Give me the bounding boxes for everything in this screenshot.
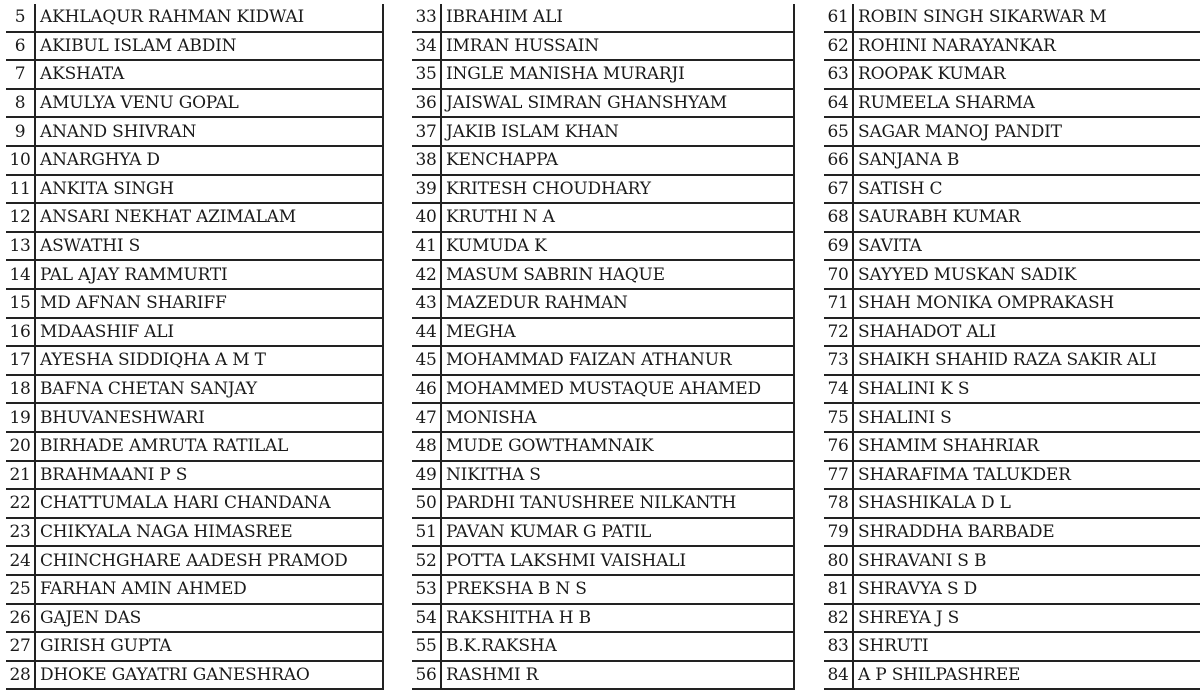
student-name: BRAHMAANI P S	[36, 462, 384, 489]
serial-number: 27	[6, 633, 36, 660]
table-row	[824, 4, 1200, 33]
serial-number: 20	[6, 433, 36, 460]
student-name: SHRAVANI S B	[858, 550, 987, 571]
serial-number: 46	[412, 376, 442, 403]
table-row	[6, 176, 384, 205]
student-name: MDAASHIF ALI	[36, 319, 384, 346]
serial-number: 18	[6, 376, 36, 403]
student-name: SHARAFIMA TALUKDER	[858, 464, 1071, 485]
table-row	[412, 118, 795, 147]
student-name: SAVITA	[858, 236, 922, 257]
student-name: BHUVANESHWARI	[36, 404, 384, 431]
table-row	[824, 118, 1200, 147]
serial-number: 44	[412, 319, 442, 346]
student-name: AKSHATA	[36, 61, 384, 88]
student-name: SHAH MONIKA OMPRAKASH	[858, 293, 1115, 314]
serial-number: 37	[412, 118, 442, 145]
serial-number: 25	[6, 576, 36, 603]
serial-number: 5	[6, 4, 36, 31]
student-name: ANARGHYA D	[36, 147, 384, 174]
table-row	[412, 404, 795, 433]
table-row	[6, 147, 384, 176]
student-name: MOHAMMED MUSTAQUE AHAMED	[442, 376, 795, 403]
table-row	[6, 490, 384, 519]
student-name: KRITESH CHOUDHARY	[442, 176, 795, 203]
serial-number: 84	[824, 662, 854, 689]
serial-number: 22	[6, 490, 36, 517]
table-row	[412, 490, 795, 519]
table-row	[824, 519, 1200, 548]
table-row	[824, 33, 1200, 62]
table-row	[824, 204, 1200, 233]
serial-number: 51	[412, 519, 442, 546]
list-column-3	[824, 0, 1200, 700]
serial-number: 24	[6, 547, 36, 574]
serial-number: 50	[412, 490, 442, 517]
table-row	[412, 90, 795, 119]
table-row	[824, 90, 1200, 119]
serial-number: 13	[6, 233, 36, 260]
list-column-1	[6, 0, 384, 700]
serial-number: 19	[6, 404, 36, 431]
serial-number: 55	[412, 633, 442, 660]
table-row	[6, 404, 384, 433]
serial-number: 61	[824, 4, 854, 31]
table-row	[412, 605, 795, 634]
student-name: SAGAR MANOJ PANDIT	[858, 121, 1062, 142]
serial-number: 49	[412, 462, 442, 489]
student-name: RAKSHITHA H B	[442, 605, 795, 632]
table-row	[412, 204, 795, 233]
table-row	[412, 4, 795, 33]
student-name: MUDE GOWTHAMNAIK	[442, 433, 795, 460]
student-name: MAZEDUR RAHMAN	[442, 290, 795, 317]
student-name: DHOKE GAYATRI GANESHRAO	[36, 662, 384, 689]
student-name: ROHINI NARAYANKAR	[858, 35, 1056, 56]
serial-number: 38	[412, 147, 442, 174]
table-row	[824, 61, 1200, 90]
serial-number: 70	[824, 261, 854, 288]
serial-number: 72	[824, 319, 854, 346]
student-name: ROOPAK KUMAR	[858, 64, 1006, 85]
serial-number: 33	[412, 4, 442, 31]
serial-number: 53	[412, 576, 442, 603]
serial-number: 35	[412, 61, 442, 88]
table-row	[6, 519, 384, 548]
serial-number: 63	[824, 61, 854, 88]
table-row	[824, 233, 1200, 262]
student-name: CHIKYALA NAGA HIMASREE	[36, 519, 384, 546]
serial-number: 83	[824, 633, 854, 660]
serial-number: 77	[824, 462, 854, 489]
student-name: ASWATHI S	[36, 233, 384, 260]
table-row	[824, 376, 1200, 405]
serial-number: 28	[6, 662, 36, 689]
student-name: SHALINI K S	[858, 379, 970, 400]
serial-number: 36	[412, 90, 442, 117]
student-name: JAKIB ISLAM KHAN	[442, 118, 795, 145]
serial-number: 56	[412, 662, 442, 689]
student-name: MONISHA	[442, 404, 795, 431]
student-name: CHINCHGHARE AADESH PRAMOD	[36, 547, 384, 574]
table-row	[412, 547, 795, 576]
student-name: A P SHILPASHREE	[858, 665, 1021, 686]
student-name: SHAHADOT ALI	[858, 321, 997, 342]
table-row	[6, 90, 384, 119]
student-name: KRUTHI N A	[442, 204, 795, 231]
serial-number: 40	[412, 204, 442, 231]
serial-number: 12	[6, 204, 36, 231]
serial-number: 65	[824, 118, 854, 145]
student-name: MOHAMMAD FAIZAN ATHANUR	[442, 347, 795, 374]
student-name: PREKSHA B N S	[442, 576, 795, 603]
table-row	[412, 233, 795, 262]
serial-number: 76	[824, 433, 854, 460]
student-name: BIRHADE AMRUTA RATILAL	[36, 433, 384, 460]
table-row	[412, 462, 795, 491]
student-name: NIKITHA S	[442, 462, 795, 489]
table-row	[6, 61, 384, 90]
student-name: ANAND SHIVRAN	[36, 118, 384, 145]
student-name: AYESHA SIDDIQHA A M T	[36, 347, 384, 374]
student-name: SHAIKH SHAHID RAZA SAKIR ALI	[858, 350, 1157, 371]
table-row	[412, 519, 795, 548]
student-name: RASHMI R	[442, 662, 795, 689]
table-row	[6, 433, 384, 462]
student-name: SHALINI S	[858, 407, 952, 428]
serial-number: 43	[412, 290, 442, 317]
student-name: ANSARI NEKHAT AZIMALAM	[36, 204, 384, 231]
table-row	[6, 376, 384, 405]
serial-number: 34	[412, 33, 442, 60]
serial-number: 54	[412, 605, 442, 632]
table-row	[6, 462, 384, 491]
student-name: SAURABH KUMAR	[858, 207, 1021, 228]
table-row	[6, 633, 384, 662]
table-row	[6, 662, 384, 691]
table-row	[412, 633, 795, 662]
student-name: AKHLAQUR RAHMAN KIDWAI	[36, 4, 384, 31]
serial-number: 78	[824, 490, 854, 517]
student-name: AKIBUL ISLAM ABDIN	[36, 33, 384, 60]
serial-number: 64	[824, 90, 854, 117]
serial-number: 9	[6, 118, 36, 145]
table-row	[6, 547, 384, 576]
table-row	[824, 176, 1200, 205]
serial-number: 45	[412, 347, 442, 374]
student-name: SHASHIKALA D L	[858, 493, 1011, 514]
student-name: PARDHI TANUSHREE NILKANTH	[442, 490, 795, 517]
table-row	[412, 347, 795, 376]
table-row	[412, 61, 795, 90]
table-row	[824, 347, 1200, 376]
table-row	[824, 605, 1200, 634]
table-row	[824, 576, 1200, 605]
table-row	[6, 33, 384, 62]
serial-number: 82	[824, 605, 854, 632]
serial-number: 6	[6, 33, 36, 60]
student-name: GIRISH GUPTA	[36, 633, 384, 660]
student-name: ROBIN SINGH SIKARWAR M	[858, 7, 1107, 28]
table-row	[824, 633, 1200, 662]
table-row	[6, 204, 384, 233]
serial-number: 68	[824, 204, 854, 231]
table-row	[824, 662, 1200, 691]
student-name: MD AFNAN SHARIFF	[36, 290, 384, 317]
table-row	[6, 118, 384, 147]
student-name: PAL AJAY RAMMURTI	[36, 261, 384, 288]
serial-number: 41	[412, 233, 442, 260]
serial-number: 81	[824, 576, 854, 603]
table-row	[6, 233, 384, 262]
student-name: FARHAN AMIN AHMED	[36, 576, 384, 603]
table-row	[412, 576, 795, 605]
serial-number: 71	[824, 290, 854, 317]
student-name: KUMUDA K	[442, 233, 795, 260]
table-row	[6, 319, 384, 348]
table-row	[824, 261, 1200, 290]
table-row	[412, 433, 795, 462]
table-row	[412, 261, 795, 290]
student-name: MASUM SABRIN HAQUE	[442, 261, 795, 288]
serial-number: 10	[6, 147, 36, 174]
student-name: CHATTUMALA HARI CHANDANA	[36, 490, 384, 517]
table-row	[824, 490, 1200, 519]
student-name: SATISH C	[858, 178, 943, 199]
serial-number: 48	[412, 433, 442, 460]
serial-number: 26	[6, 605, 36, 632]
serial-number: 23	[6, 519, 36, 546]
student-name: SHREYA J S	[858, 607, 960, 628]
table-row	[412, 662, 795, 691]
student-name: SHRADDHA BARBADE	[858, 522, 1055, 543]
table-row	[412, 376, 795, 405]
table-row	[412, 319, 795, 348]
student-name: GAJEN DAS	[36, 605, 384, 632]
student-name: PAVAN KUMAR G PATIL	[442, 519, 795, 546]
table-row	[6, 290, 384, 319]
serial-number: 11	[6, 176, 36, 203]
student-name: SHRUTI	[858, 636, 929, 657]
serial-number: 21	[6, 462, 36, 489]
student-name: SHRAVYA S D	[858, 579, 978, 600]
serial-number: 80	[824, 547, 854, 574]
serial-number: 14	[6, 261, 36, 288]
serial-number: 67	[824, 176, 854, 203]
table-row	[6, 347, 384, 376]
table-row	[6, 605, 384, 634]
table-row	[412, 33, 795, 62]
table-row	[824, 404, 1200, 433]
serial-number: 17	[6, 347, 36, 374]
serial-number: 39	[412, 176, 442, 203]
student-name: POTTA LAKSHMI VAISHALI	[442, 547, 795, 574]
serial-number: 79	[824, 519, 854, 546]
serial-number: 8	[6, 90, 36, 117]
student-name: INGLE MANISHA MURARJI	[442, 61, 795, 88]
student-name: AMULYA VENU GOPAL	[36, 90, 384, 117]
student-name: SANJANA B	[858, 150, 960, 171]
serial-number: 74	[824, 376, 854, 403]
table-row	[824, 319, 1200, 348]
table-row	[412, 290, 795, 319]
student-name: IMRAN HUSSAIN	[442, 33, 795, 60]
table-row	[824, 290, 1200, 319]
student-name: SHAMIM SHAHRIAR	[858, 436, 1039, 457]
student-name: IBRAHIM ALI	[442, 4, 795, 31]
table-row	[412, 147, 795, 176]
serial-number: 69	[824, 233, 854, 260]
student-name: B.K.RAKSHA	[442, 633, 795, 660]
serial-number: 15	[6, 290, 36, 317]
serial-number: 62	[824, 33, 854, 60]
serial-number: 66	[824, 147, 854, 174]
table-row	[824, 462, 1200, 491]
student-name: MEGHA	[442, 319, 795, 346]
serial-number: 7	[6, 61, 36, 88]
serial-number: 75	[824, 404, 854, 431]
student-name: SAYYED MUSKAN SADIK	[858, 264, 1077, 285]
table-row	[824, 547, 1200, 576]
student-name: BAFNA CHETAN SANJAY	[36, 376, 384, 403]
serial-number: 47	[412, 404, 442, 431]
serial-number: 73	[824, 347, 854, 374]
table-row	[6, 261, 384, 290]
student-name: ANKITA SINGH	[36, 176, 384, 203]
table-row	[824, 147, 1200, 176]
table-row	[6, 576, 384, 605]
serial-number: 16	[6, 319, 36, 346]
serial-number: 52	[412, 547, 442, 574]
student-name: RUMEELA SHARMA	[858, 93, 1035, 114]
list-column-2	[412, 0, 795, 700]
student-name: JAISWAL SIMRAN GHANSHYAM	[442, 90, 795, 117]
table-row	[412, 176, 795, 205]
student-name: KENCHAPPA	[442, 147, 795, 174]
table-row	[824, 433, 1200, 462]
serial-number: 42	[412, 261, 442, 288]
table-row	[6, 4, 384, 33]
